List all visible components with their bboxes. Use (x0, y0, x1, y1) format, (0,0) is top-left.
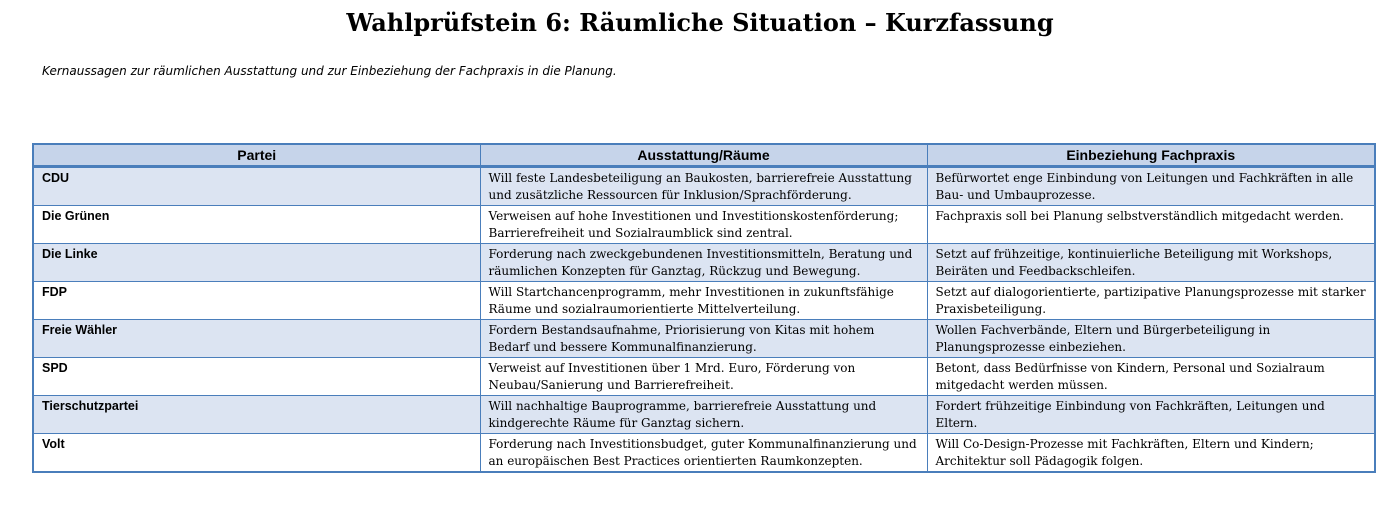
table-row (33, 434, 1375, 473)
party-cell: SPD (33, 358, 480, 396)
table-row (33, 396, 1375, 434)
table-row (33, 320, 1375, 358)
practice-cell: Setzt auf frühzeitige, kontinuierliche Beteiligung mit Workshops, Beiräten und Feedbackschleifen. (927, 244, 1375, 282)
table-row (33, 358, 1375, 396)
page-subtitle: Kernaussagen zur räumlichen Ausstattung und zur Einbeziehung der Fachpraxis in die Planung. (42, 64, 617, 78)
party-positions-table (32, 143, 1376, 473)
rooms-cell: Forderung nach Investitionsbudget, guter Kommunalfinanzierung und an europäischen Best Practices orientierten Raumkonzepten. (480, 434, 927, 473)
party-cell: Freie Wähler (33, 320, 480, 358)
party-cell: FDP (33, 282, 480, 320)
table-row (33, 244, 1375, 282)
practice-cell: Will Co-Design-Prozesse mit Fachkräften, Eltern und Kindern; Architektur soll Pädagogik folgen. (927, 434, 1375, 473)
party-cell: Volt (33, 434, 480, 473)
table-row (33, 206, 1375, 244)
page-title: Wahlprüfstein 6: Räumliche Situation – Kurzfassung (346, 8, 1054, 37)
practice-cell: Fordert frühzeitige Einbindung von Fachkräften, Leitungen und Eltern. (927, 396, 1375, 434)
practice-cell: Fachpraxis soll bei Planung selbstverständlich mitgedacht werden. (927, 206, 1375, 244)
column-header-rooms: Ausstattung/Räume (480, 144, 927, 167)
rooms-cell: Fordern Bestandsaufnahme, Priorisierung von Kitas mit hohem Bedarf und bessere Kommunalfinanzierung. (480, 320, 927, 358)
party-cell: Tierschutzpartei (33, 396, 480, 434)
practice-cell: Betont, dass Bedürfnisse von Kindern, Personal und Sozialraum mitgedacht werden müssen. (927, 358, 1375, 396)
table-row (33, 282, 1375, 320)
practice-cell: Befürwortet enge Einbindung von Leitungen und Fachkräften in alle Bau- und Umbauprozesse. (927, 167, 1375, 206)
party-cell: Die Linke (33, 244, 480, 282)
rooms-cell: Forderung nach zweckgebundenen Investitionsmitteln, Beratung und räumlichen Konzepten für Ganztag, Rückzug und Bewegung. (480, 244, 927, 282)
table-header-row (33, 144, 1375, 167)
rooms-cell: Verweist auf Investitionen über 1 Mrd. Euro, Förderung von Neubau/Sanierung und Barrierefreiheit. (480, 358, 927, 396)
party-cell: CDU (33, 167, 480, 206)
rooms-cell: Will feste Landesbeteiligung an Baukosten, barrierefreie Ausstattung und zusätzliche Ressourcen für Inklusion/Sprachförderung. (480, 167, 927, 206)
table-row (33, 167, 1375, 206)
column-header-party: Partei (33, 144, 480, 167)
column-header-practice: Einbeziehung Fachpraxis (927, 144, 1375, 167)
practice-cell: Setzt auf dialogorientierte, partizipative Planungsprozesse mit starker Praxisbeteiligung. (927, 282, 1375, 320)
rooms-cell: Will nachhaltige Bauprogramme, barrierefreie Ausstattung und kindgerechte Räume für Ganztag sichern. (480, 396, 927, 434)
rooms-cell: Verweisen auf hohe Investitionen und Investitionskostenförderung; Barrierefreiheit und Sozialraumblick sind zentral. (480, 206, 927, 244)
party-cell: Die Grünen (33, 206, 480, 244)
practice-cell: Wollen Fachverbände, Eltern und Bürgerbeteiligung in Planungsprozesse einbeziehen. (927, 320, 1375, 358)
rooms-cell: Will Startchancenprogramm, mehr Investitionen in zukunftsfähige Räume und sozialraumorientierte Mittelverteilung. (480, 282, 927, 320)
